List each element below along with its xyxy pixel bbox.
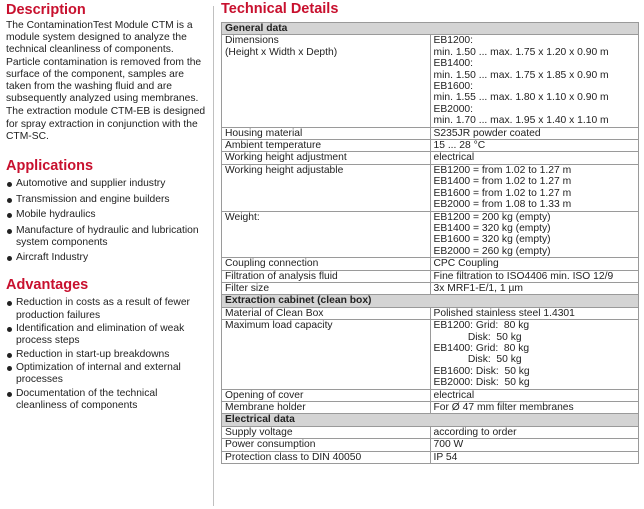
spec-label: Protection class to DIN 40050 [222,451,431,463]
spec-label: Filter size [222,282,431,294]
applications-list [6,178,206,264]
table-row [222,140,639,152]
table-row [222,35,639,127]
section-heading: General data [222,23,639,35]
description-paragraph-2: The extraction module CTM-EB is designed for spray extraction in conjunction with the CTM-SC. [6,106,206,142]
spec-label: Maximum load capacity [222,320,431,389]
list-item: Identification and elimination of weak process steps [6,323,206,347]
spec-label: Working height adjustable [222,164,431,211]
spec-value: 700 W [430,439,639,451]
table-row [222,258,639,270]
spec-label: Membrane holder [222,402,431,414]
list-item: Documentation of the technical cleanliness of components [6,388,206,412]
table-row [222,307,639,319]
spec-label: Ambient temperature [222,140,431,152]
list-item: Reduction in start-up breakdowns [6,349,206,361]
spec-value: Fine filtration to ISO4406 min. ISO 12/9 [430,270,639,282]
spec-label: Power consumption [222,439,431,451]
list-item: Manufacture of hydraulic and lubrication system components [6,225,206,249]
table-row [222,152,639,164]
spec-value: 15 ... 28 °C [430,140,639,152]
spec-label: Dimensions (Height x Width x Depth) [222,35,431,127]
spec-value: EB1200: min. 1.50 ... max. 1.75 x 1.20 x 0.90 m EB1400: min. 1.50 ... max. 1.75 x 1.85 x 0.90 m EB1600: min. 1.55 ... max. 1.80 x 1.10 x 0.90 m EB2000: min. 1.70 ... max. 1.95 x 1.40 x 1.10 m [430,35,639,127]
advantages-list [6,297,206,412]
right-column [221,0,639,464]
spec-label: Supply voltage [222,426,431,438]
technical-details-heading: Technical Details [221,1,339,17]
list-item: Automotive and supplier industry [6,178,206,190]
spec-label: Material of Clean Box [222,307,431,319]
table-row [222,439,639,451]
spec-label: Opening of cover [222,389,431,401]
table-row [222,270,639,282]
spec-label: Working height adjustment [222,152,431,164]
spec-label: Filtration of analysis fluid [222,270,431,282]
spec-value: S235JR powder coated [430,127,639,139]
table-row [222,282,639,294]
table-row [222,320,639,389]
spec-value: IP 54 [430,451,639,463]
spec-value: 3x MRF1-E/1, 1 µm [430,282,639,294]
list-item: Transmission and engine builders [6,194,206,206]
list-item: Mobile hydraulics [6,209,206,221]
description-heading: Description [6,2,86,18]
table-row [222,426,639,438]
specs-table [221,22,639,464]
section-row-cabinet [222,295,639,307]
spec-label: Coupling connection [222,258,431,270]
spec-label: Weight: [222,211,431,258]
spec-value: EB1200 = from 1.02 to 1.27 m EB1400 = from 1.02 to 1.27 m EB1600 = from 1.02 to 1.27 m EB2000 = from 1.08 to 1.33 m [430,164,639,211]
table-row [222,127,639,139]
column-divider [213,6,214,506]
list-item: Reduction in costs as a result of fewer production failures [6,297,206,321]
table-row [222,451,639,463]
list-item: Aircraft Industry [6,252,206,264]
applications-heading: Applications [6,158,94,175]
spec-value: For Ø 47 mm filter membranes [430,402,639,414]
table-row [222,164,639,211]
section-heading: Electrical data [222,414,639,426]
description-paragraph-1: The ContaminationTest Module CTM is a module system designed to analyze the technical cleanliness of components. Particle contamination is removed from the surface of the component, samples are taken from the washing fluid and are subsequently analyzed using membranes. [6,20,202,105]
spec-value: electrical [430,389,639,401]
table-row [222,402,639,414]
spec-value: CPC Coupling [430,258,639,270]
list-item: Optimization of internal and external processes [6,362,206,386]
spec-label: Housing material [222,127,431,139]
spec-value: EB1200: Grid: 80 kg Disk: 50 kg EB1400: Grid: 80 kg Disk: 50 kg EB1600: Disk: 50 kg EB2000: Disk: 50 kg [430,320,639,389]
section-row-general [222,23,639,35]
left-column [6,0,206,413]
table-row [222,211,639,258]
spec-value: EB1200 = 200 kg (empty) EB1400 = 320 kg (empty) EB1600 = 320 kg (empty) EB2000 = 260 kg (empty) [430,211,639,258]
section-heading: Extraction cabinet (clean box) [222,295,639,307]
spec-value: according to order [430,426,639,438]
spec-value: electrical [430,152,639,164]
table-row [222,389,639,401]
spec-value: Polished stainless steel 1.4301 [430,307,639,319]
advantages-heading: Advantages [6,277,89,294]
section-row-electrical [222,414,639,426]
